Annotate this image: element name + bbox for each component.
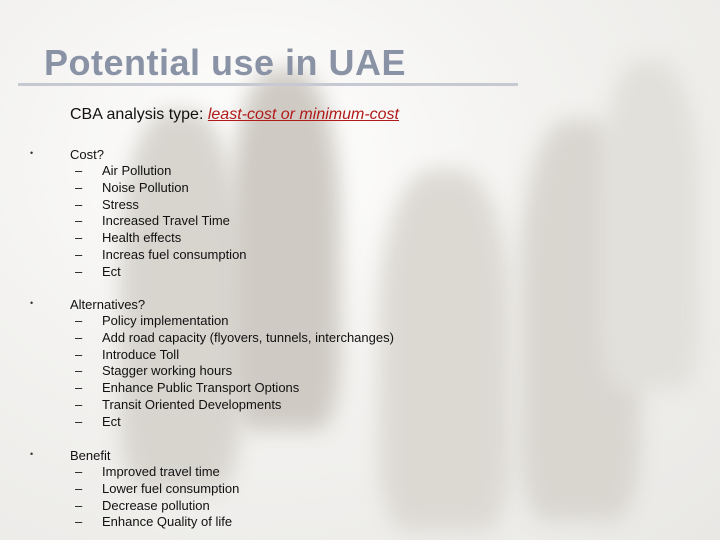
list-item: – Improved travel time xyxy=(75,464,220,479)
list-item: – Noise Pollution xyxy=(75,179,189,195)
list-item: – Ect xyxy=(75,263,121,279)
slide-title: Potential use in UAE xyxy=(44,42,407,83)
list-item: – Policy implementation xyxy=(75,313,229,328)
list-item: – Enhance Quality of life xyxy=(75,514,233,530)
cost-list xyxy=(75,163,247,281)
section-heading: Benefit xyxy=(70,448,111,463)
list-item: – Enhance Public Transport Options xyxy=(75,380,300,396)
list-item: – Increas fuel consumption xyxy=(75,246,247,262)
bullet-icon: • xyxy=(30,148,34,158)
section-heading: Alternatives? xyxy=(70,297,146,312)
benefit-list xyxy=(75,464,239,531)
background-figure xyxy=(380,170,510,530)
list-item: – Increased Travel Time xyxy=(75,213,230,229)
background-figure xyxy=(600,60,700,390)
list-item: – Health effects xyxy=(75,230,182,246)
list-item: – Introduce Toll xyxy=(75,346,180,362)
list-item: – Add road capacity (flyovers, tunnels, interchanges) xyxy=(75,329,394,345)
list-item: – Transit Oriented Developments xyxy=(75,396,282,412)
list-item: – Decrease pollution xyxy=(75,497,210,513)
list-item: – Ect xyxy=(75,413,121,429)
section-heading: Cost? xyxy=(70,147,104,162)
list-item: – Air Pollution xyxy=(75,163,172,178)
bullet-icon: • xyxy=(30,449,34,459)
list-item: – Lower fuel consumption xyxy=(75,480,240,496)
list-item: – Stress xyxy=(75,196,139,212)
subtitle-accent: least-cost or minimum-cost xyxy=(207,106,399,123)
bullet-icon: • xyxy=(30,298,34,308)
list-item: – Stagger working hours xyxy=(75,363,233,379)
slide-subtitle xyxy=(70,106,399,124)
title-underline xyxy=(18,83,518,86)
alternatives-list xyxy=(75,313,394,431)
subtitle-prefix: CBA analysis type: xyxy=(70,106,208,123)
